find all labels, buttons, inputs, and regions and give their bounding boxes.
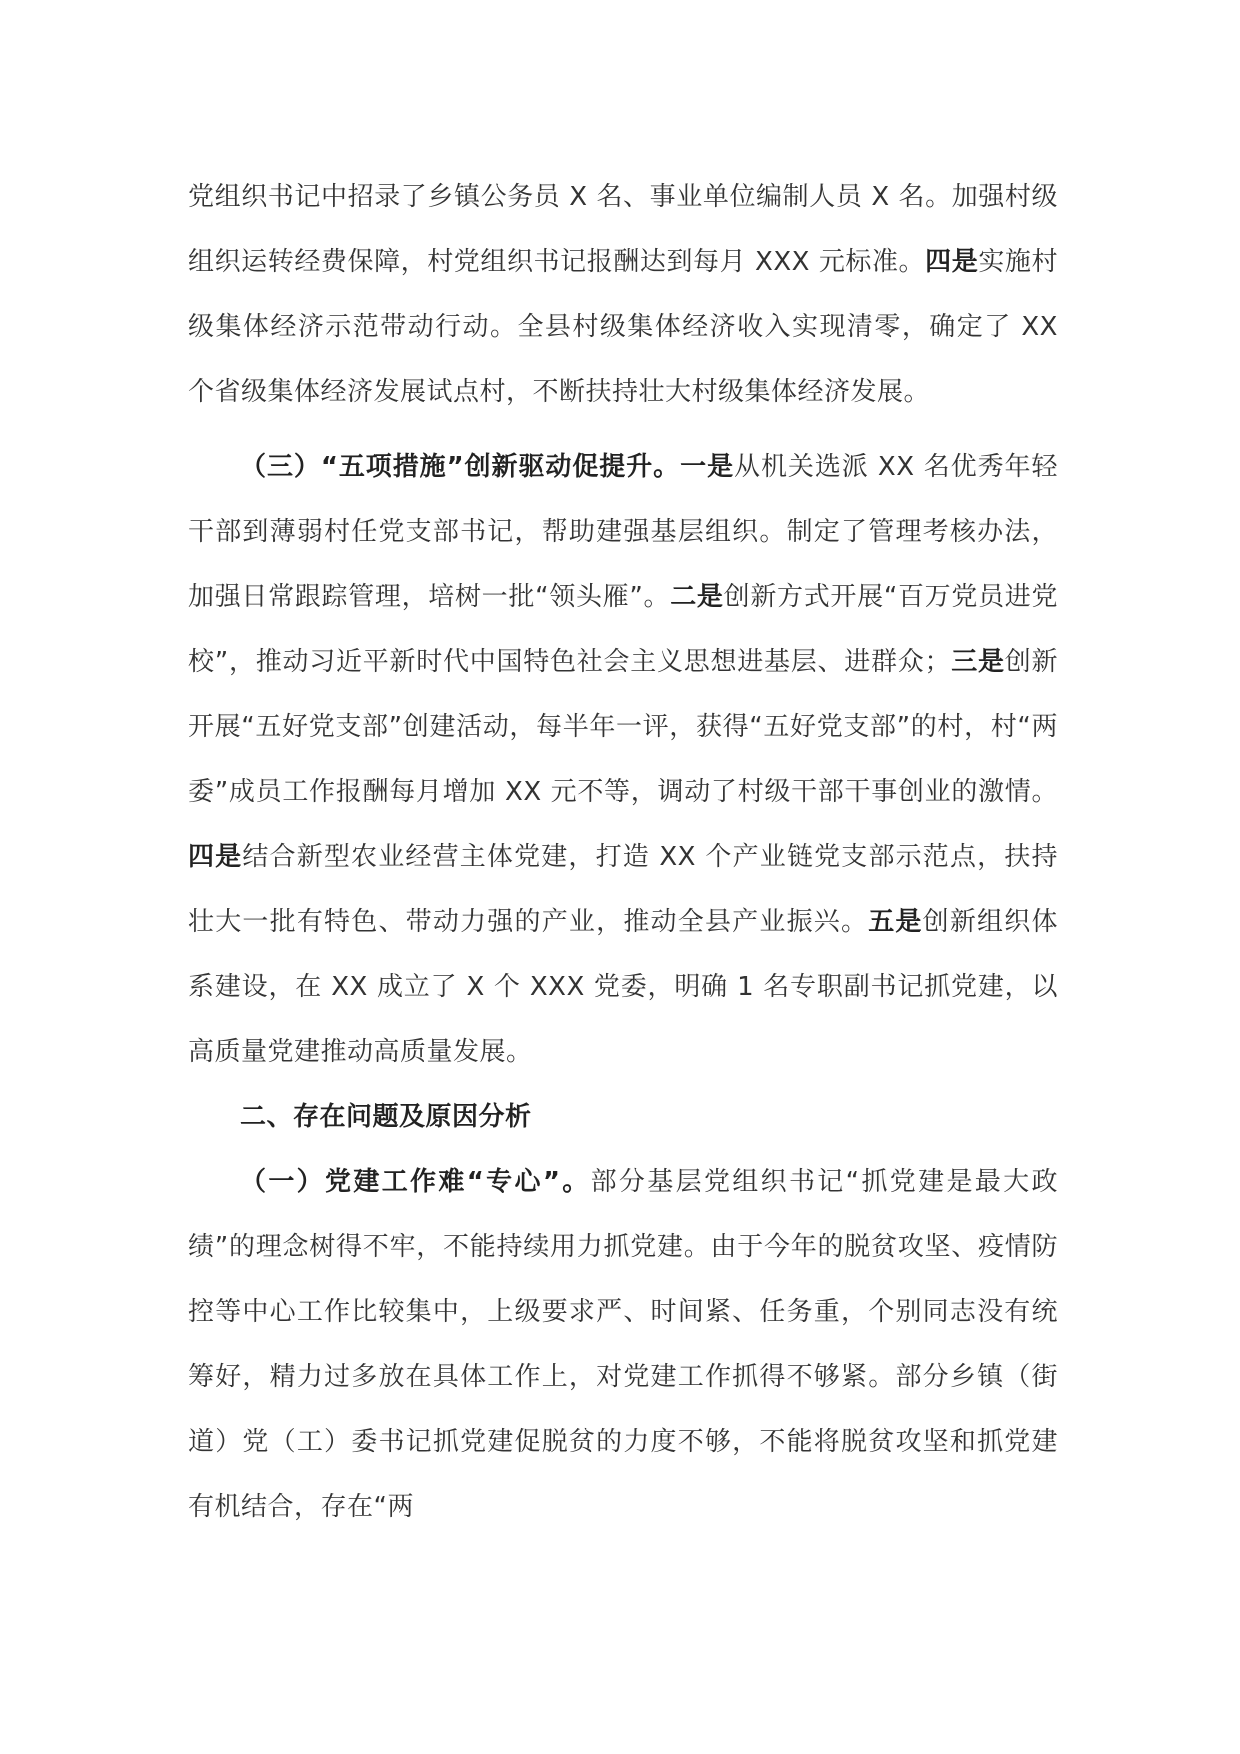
paragraph-text: 从机关选派 XX 名优秀年轻干部到薄弱村任党支部书记，帮助建强基层组织。制定了管理考核办法，加强日常跟踪管理，培树一批“领头雁”。 — [188, 452, 1058, 612]
paragraph-text: 部分基层党组织书记“抓党建是最大政绩”的理念树得不牢，不能持续用力抓党建。由于今年的脱贫攻坚、疫情防控等中心工作比较集中，上级要求严、时间紧、任务重，个别同志没有统筹好，精力过多放在具体工作上，对党建工作抓得不够紧。部分乡镇（街道）党（工）委书记抓党建促脱贫的力度不够，不能将脱贫攻坚和抓党建有机结合，存在“两 — [188, 1167, 1058, 1522]
paragraph-text: 结合新型农业经营主体党建，打造 XX 个产业链党支部示范点，扶持壮大一批有特色、带动力强的产业，推动全县产业振兴。 — [188, 842, 1058, 937]
bold-ordinal: 二是 — [670, 582, 724, 612]
bold-ordinal: 一是 — [680, 452, 735, 482]
section-heading: 二、存在问题及原因分析 — [240, 1102, 532, 1132]
paragraph-five-measures — [188, 435, 1058, 1085]
subsection-heading: （一）党建工作难“专心”。 — [240, 1167, 591, 1197]
subsection-heading: （三）“五项措施”创新驱动促提升。 — [240, 452, 681, 482]
paragraph-text: 党组织书记中招录了乡镇公务员 X 名、事业单位编制人员 X 名。加强村级组织运转经费保障，村党组织书记报酬达到每月 XXX 元标准。 — [188, 182, 1058, 277]
bold-ordinal: 四是 — [188, 842, 243, 872]
paragraph-text: 创新组织体系建设，在 XX 成立了 X 个 XXX 党委，明确 1 名专职副书记抓党建，以高质量党建推动高质量发展。 — [188, 907, 1058, 1067]
bold-ordinal: 三是 — [950, 647, 1005, 677]
paragraph-continued — [188, 165, 1058, 425]
paragraph-text: 创新开展“五好党支部”创建活动，每半年一评，获得“五好党支部”的村，村“两委”成员工作报酬每月增加 XX 元不等，调动了村级干部干事创业的激情。 — [188, 647, 1058, 807]
bold-ordinal: 四是 — [925, 247, 979, 277]
paragraph-text: 实施村级集体经济示范带动行动。全县村级集体经济收入实现清零，确定了 XX 个省级集体经济发展试点村，不断扶持壮大村级集体经济发展。 — [188, 247, 1058, 407]
paragraph-problems — [188, 1150, 1058, 1540]
document-page — [188, 165, 1058, 1540]
bold-ordinal: 五是 — [868, 907, 923, 937]
paragraph-text: 创新方式开展“百万党员进党校”，推动习近平新时代中国特色社会主义思想进基层、进群众； — [188, 582, 1058, 677]
